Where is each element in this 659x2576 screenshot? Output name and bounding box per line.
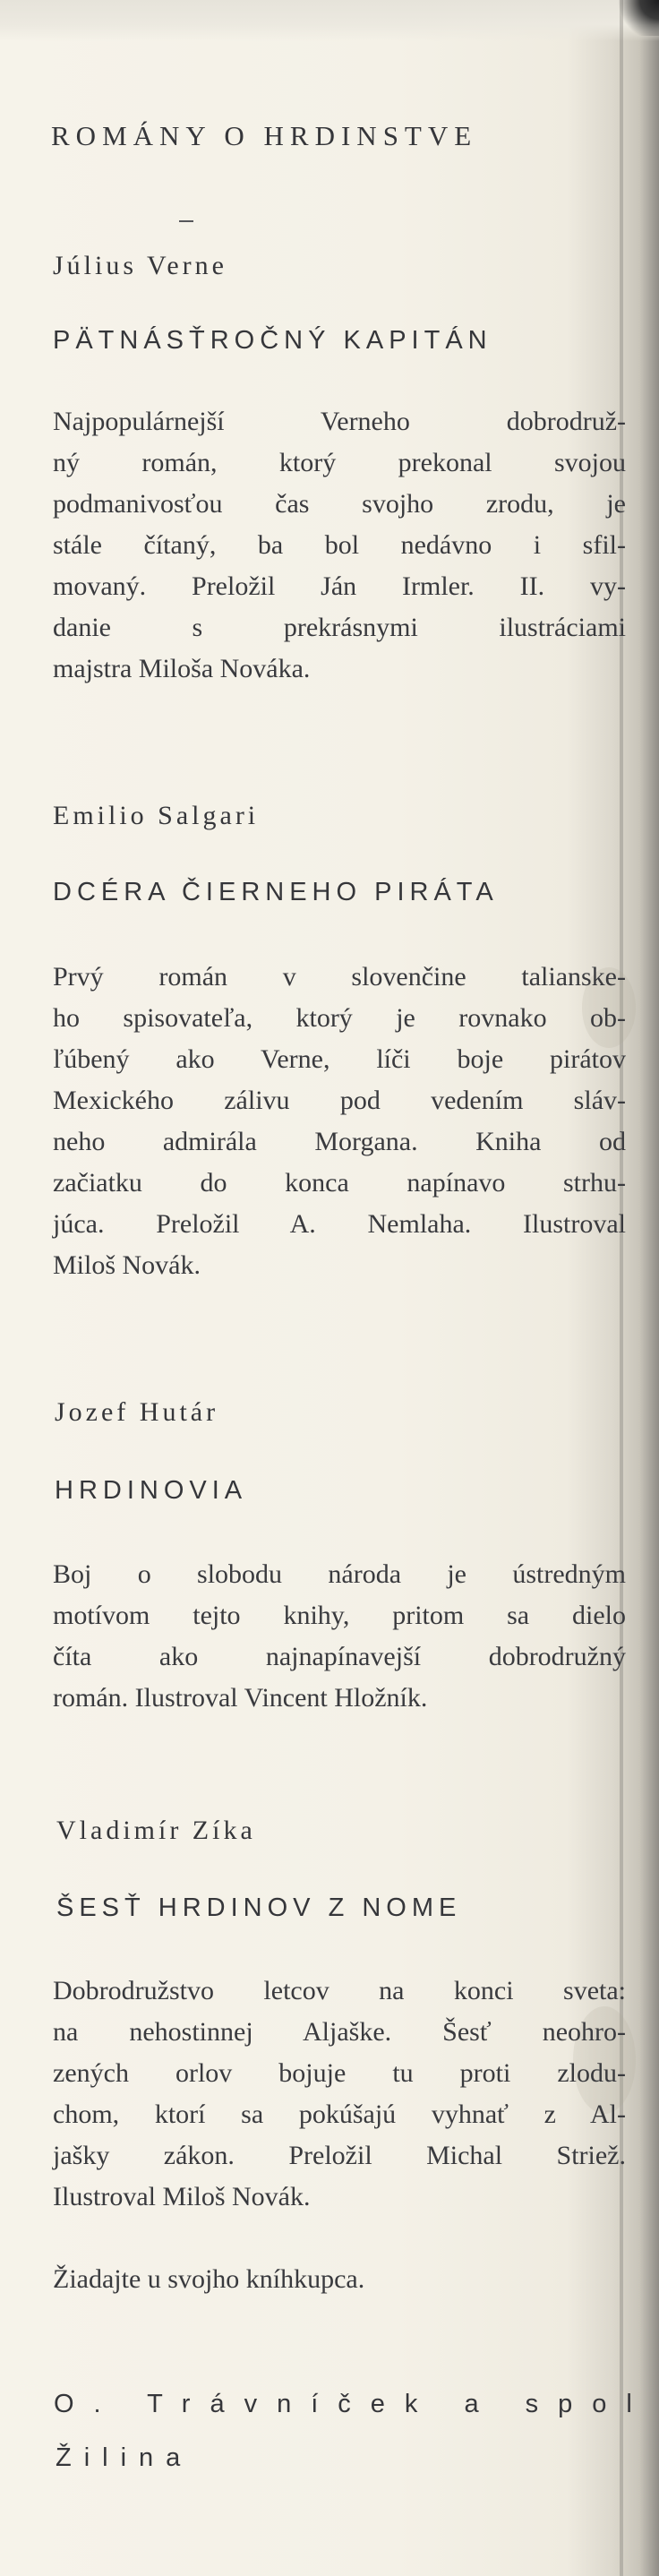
description-line: román. Ilustroval Vincent Hložník. [53, 1683, 428, 1713]
book-description [53, 957, 626, 1286]
description-line: ľúbený ako Verne, líči boje pirátov [53, 1044, 626, 1074]
description-line: na nehostinnej Aljaške. Šesť neohro- [53, 2017, 626, 2047]
description-line: zených orlov bojuje tu proti zlodu- [53, 2058, 626, 2088]
description-line: majstra Miloša Nováka. [53, 654, 311, 683]
appeal-text [53, 2259, 626, 2300]
book-author: Emilio Salgari [53, 801, 260, 830]
book-title: DCÉRA ČIERNEHO PIRÁTA [53, 878, 499, 906]
description-line: júca. Preložil A. Nemlaha. Ilustroval [53, 1209, 626, 1239]
description-line: stále čítaný, ba bol nedávno i sfil- [53, 530, 626, 560]
description-line: podmanivosťou čas svojho zrodu, je [53, 489, 626, 519]
book-title: ŠESŤ HRDINOV Z NOME [56, 1893, 462, 1922]
book-description [53, 1971, 626, 2218]
description-line: neho admirála Morgana. Kniha od [53, 1127, 626, 1156]
book-title: PÄTNÁSŤROČNÝ KAPITÁN [53, 326, 492, 355]
description-line: Najpopulárnejší Verneho dobrodruž- [53, 407, 626, 436]
description-line: movaný. Preložil Ján Irmler. II. vy- [53, 571, 626, 601]
book-author: Vladimír Zíka [56, 1816, 256, 1845]
book-description [53, 1554, 626, 1719]
decorative-dash [179, 220, 193, 222]
description-line: Ilustroval Miloš Novák. [53, 2182, 311, 2211]
description-line: Miloš Novák. [53, 1250, 201, 1280]
book-description [53, 401, 626, 690]
description-line: Mexického zálivu pod vedením sláv- [53, 1086, 626, 1115]
description-line: jašky zákon. Preložil Michal Striež. [53, 2141, 626, 2170]
book-author: Jozef Hutár [55, 1397, 219, 1427]
description-line: Dobrodružstvo letcov na konci sveta: [53, 1976, 626, 2005]
book-author: Július Verne [53, 251, 227, 280]
series-heading: ROMÁNY O HRDINSTVE [51, 120, 478, 151]
description-line: číta ako najnapínavejší dobrodružný [53, 1642, 626, 1671]
description-line: danie s prekrásnymi ilustráciami [53, 613, 626, 642]
description-line: ný román, ktorý prekonal svojou [53, 448, 626, 477]
publisher-name: O. Trávníček a spol [54, 2390, 652, 2418]
description-line: Boj o slobodu národa je ústredným [53, 1559, 626, 1589]
description-line: motívom tejto knihy, pritom sa dielo [53, 1601, 626, 1630]
description-line: Prvý román v slovenčine talianske- [53, 962, 626, 992]
book-title: HRDINOVIA [55, 1476, 248, 1505]
description-line: začiatku do konca napínavo strhu- [53, 1168, 626, 1198]
appeal-line: Žiadajte u svojho kníhkupca. [53, 2264, 365, 2294]
description-line: ho spisovateľa, ktorý je rovnako ob- [53, 1003, 626, 1033]
description-line: chom, ktorí sa pokúšajú vyhnať z Al- [53, 2099, 626, 2129]
publisher-city: Žilina [56, 2443, 193, 2472]
